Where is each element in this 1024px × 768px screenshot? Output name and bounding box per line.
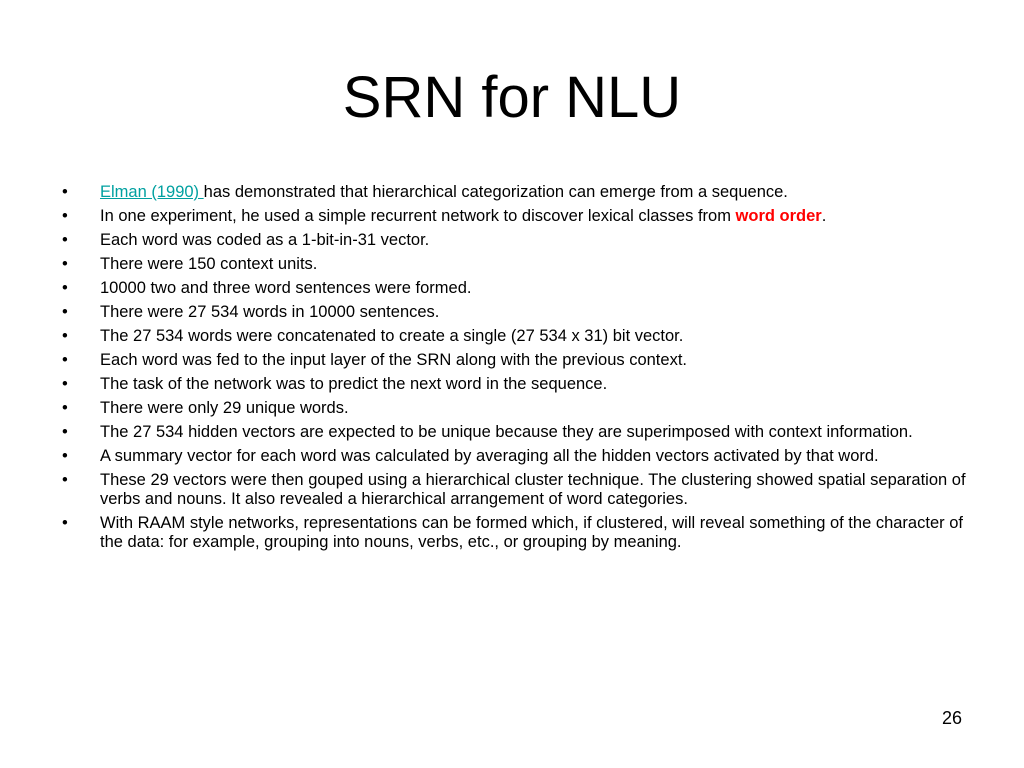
bullet-icon: • — [62, 231, 68, 249]
bullet-text: A summary vector for each word was calculated by averaging all the hidden vectors activated by that word. — [100, 447, 879, 465]
bullet-text: The 27 534 words were concatenated to create a single (27 534 x 31) bit vector. — [100, 327, 684, 345]
bullet-text: The task of the network was to predict the next word in the sequence. — [100, 375, 608, 393]
bullet-text: In one experiment, he used a simple recurrent network to discover lexical classes from — [100, 207, 736, 225]
bullet-item — [62, 471, 967, 509]
bullet-text: There were 150 context units. — [100, 255, 318, 273]
bullet-item — [62, 207, 967, 226]
bullet-item — [62, 255, 967, 274]
bullet-item — [62, 327, 967, 346]
bullet-icon: • — [62, 303, 68, 321]
bullet-text: There were 27 534 words in 10000 sentences. — [100, 303, 440, 321]
bullet-icon: • — [62, 423, 68, 441]
bullet-item — [62, 514, 967, 552]
slide-title: SRN for NLU — [342, 65, 682, 130]
bullet-icon: • — [62, 514, 68, 532]
bullet-item — [62, 183, 967, 202]
citation-link[interactable]: Elman (1990) — [100, 183, 204, 201]
bullet-text: 10000 two and three word sentences were formed. — [100, 279, 472, 297]
bullet-item — [62, 399, 967, 418]
bullet-icon: • — [62, 183, 68, 201]
bullet-item — [62, 423, 967, 442]
bullet-icon: • — [62, 255, 68, 273]
bullet-text: These 29 vectors were then gouped using a hierarchical cluster technique. The clustering showed spatial separation of verbs and nouns. It also revealed a hierarchical arrangement of word categories. — [100, 471, 966, 508]
bullet-item — [62, 351, 967, 370]
bullet-text: Each word was coded as a 1-bit-in-31 vector. — [100, 231, 430, 249]
bullet-item — [62, 231, 967, 250]
bullet-text: With RAAM style networks, representations can be formed which, if clustered, will reveal something of the character of the data: for example, grouping into nouns, verbs, etc., or grouping by meaning. — [100, 514, 963, 551]
bullet-item — [62, 447, 967, 466]
bullet-list — [62, 183, 967, 557]
bullet-item — [62, 375, 967, 394]
bullet-icon: • — [62, 327, 68, 345]
bullet-text: There were only 29 unique words. — [100, 399, 349, 417]
bullet-text: has demonstrated that hierarchical categorization can emerge from a sequence. — [203, 183, 788, 201]
bullet-text: Each word was fed to the input layer of the SRN along with the previous context. — [100, 351, 687, 369]
bullet-text-end: . — [821, 207, 827, 225]
bullet-icon: • — [62, 207, 68, 225]
bullet-icon: • — [62, 279, 68, 297]
bullet-icon: • — [62, 375, 68, 393]
bullet-text: The 27 534 hidden vectors are expected to be unique because they are superimposed with context information. — [100, 423, 913, 441]
page-number: 26 — [941, 708, 962, 728]
bullet-icon: • — [62, 471, 68, 489]
bullet-icon: • — [62, 447, 68, 465]
bullet-icon: • — [62, 351, 68, 369]
bullet-item — [62, 303, 967, 322]
emphasis-text: word order — [735, 207, 822, 225]
bullet-icon: • — [62, 399, 68, 417]
bullet-item — [62, 279, 967, 298]
